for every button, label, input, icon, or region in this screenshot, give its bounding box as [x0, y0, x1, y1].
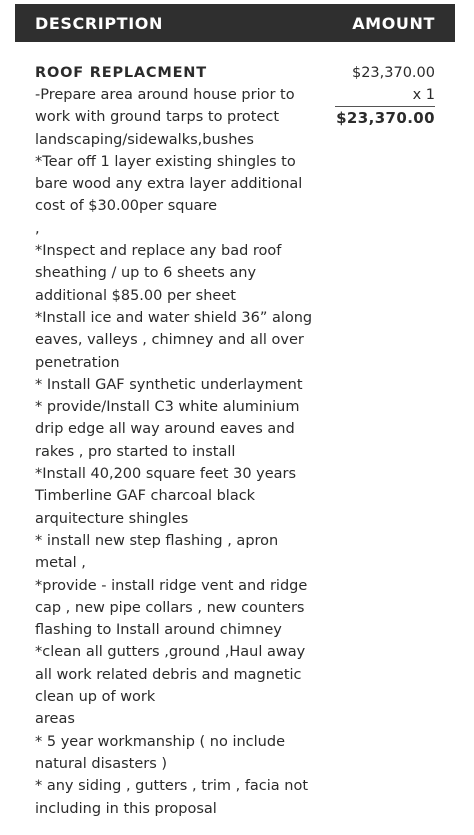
description-line: bare wood any extra layer additional — [35, 176, 303, 193]
description-line: * any siding , gutters , trim , facia not — [35, 778, 309, 795]
description-line: * provide/Install C3 white aluminium — [35, 399, 300, 416]
description-line: penetration — [35, 354, 120, 371]
description-line: * Install GAF synthetic underlayment — [35, 376, 303, 393]
description-line: all work related debris and magnetic — [35, 666, 302, 683]
description-line: *clean all gutters ,ground ,Haul away — [35, 644, 306, 661]
description-line: Timberline GAF charcoal black — [35, 488, 256, 505]
line-total: $23,370.00 — [336, 109, 435, 127]
item-title: ROOF REPLACMENT — [35, 65, 207, 81]
description-line: -Prepare area around house prior to — [35, 87, 295, 103]
description-line: rakes , pro started to install — [35, 443, 236, 460]
item-description — [35, 62, 325, 820]
description-line: cap , new pipe collars , new counters — [35, 599, 305, 616]
description-line: *Install 40,200 square feet 30 years — [35, 466, 297, 483]
description-line: * install new step flashing , apron — [35, 532, 279, 549]
description-column-header: DESCRIPTION — [35, 14, 163, 33]
description-line: sheathing / up to 6 sheets any — [35, 265, 257, 282]
description-line: natural disasters ) — [35, 755, 168, 772]
description-line: including in this proposal — [35, 800, 217, 817]
description-line: eaves, valleys , chimney and all over — [35, 332, 304, 349]
description-line: *Tear off 1 layer existing shingles to — [35, 153, 296, 170]
quantity: x 1 — [335, 84, 435, 107]
description-line: additional $85.00 per sheet — [35, 287, 236, 304]
amount-column-header: AMOUNT — [352, 14, 435, 33]
unit-price: $23,370.00 — [351, 65, 435, 81]
item-amounts — [335, 62, 435, 129]
table-header — [15, 4, 455, 42]
description-line: *Install ice and water shield 36” along — [35, 309, 313, 326]
description-line: clean up of work — [35, 689, 156, 706]
description-line: flashing to Install around chimney — [35, 622, 282, 639]
description-line: *provide - install ridge vent and ridge — [35, 577, 308, 594]
description-line: metal , — [35, 555, 86, 572]
description-line: , — [35, 220, 40, 237]
description-line: arquitecture shingles — [35, 510, 189, 527]
item-description-lines — [35, 84, 325, 820]
description-line: work with ground tarps to protect — [35, 109, 280, 126]
description-line: * 5 year workmanship ( no include — [35, 733, 285, 750]
description-line: drip edge all way around eaves and — [35, 421, 295, 438]
description-line: landscaping/sidewalks,bushes — [35, 131, 254, 148]
description-line: areas — [35, 711, 75, 728]
description-line: cost of $30.00per square — [35, 198, 218, 215]
description-line: *Inspect and replace any bad roof — [35, 243, 282, 260]
